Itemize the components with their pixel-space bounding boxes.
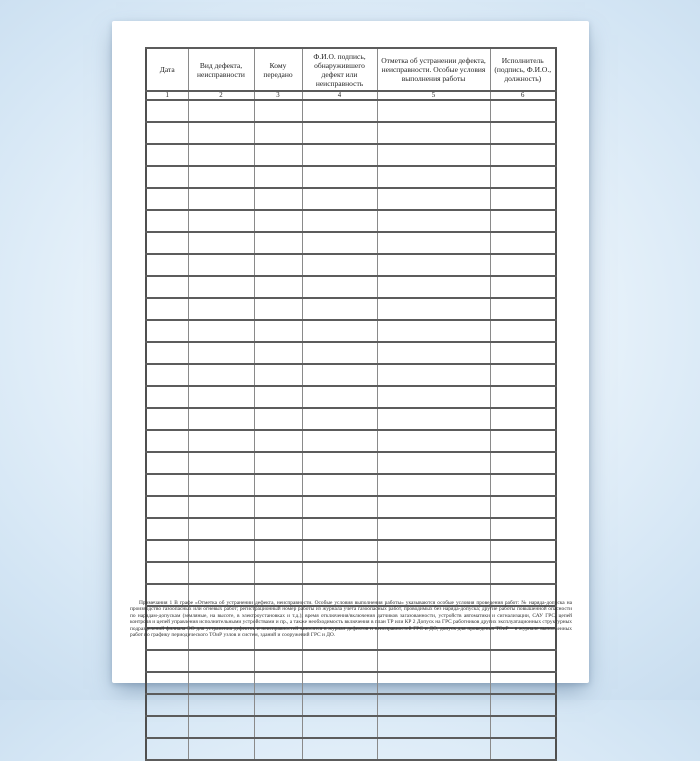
table-cell <box>254 122 302 144</box>
table-cell <box>146 672 188 694</box>
table-cell <box>146 122 188 144</box>
table-cell <box>188 188 254 210</box>
table-cell <box>377 452 490 474</box>
table-cell <box>146 650 188 672</box>
column-header-4: Ф.И.О. подпись, обнаружившего дефект или неисправность <box>302 48 377 91</box>
table-cell <box>146 144 188 166</box>
table-cell <box>254 474 302 496</box>
table-cell <box>188 210 254 232</box>
table-cell <box>188 144 254 166</box>
table-row <box>146 364 556 386</box>
table-cell <box>188 738 254 760</box>
table-row <box>146 144 556 166</box>
column-header-2: Вид дефекта, неисправности <box>188 48 254 91</box>
table-cell <box>188 562 254 584</box>
table-cell <box>377 144 490 166</box>
table-cell <box>146 430 188 452</box>
table-cell <box>377 166 490 188</box>
table-cell <box>377 496 490 518</box>
table-cell <box>490 320 556 342</box>
table-cell <box>254 232 302 254</box>
table-body <box>146 100 556 760</box>
table-cell <box>146 232 188 254</box>
table-cell <box>490 408 556 430</box>
table-cell <box>188 518 254 540</box>
table-row <box>146 430 556 452</box>
table-cell <box>254 100 302 122</box>
column-header-3: Кому передано <box>254 48 302 91</box>
table-cell <box>254 716 302 738</box>
column-number-1: 1 <box>146 91 188 100</box>
table-row <box>146 100 556 122</box>
table-cell <box>377 320 490 342</box>
footnote: Примечания 1 В графе «Отметка об устранении дефекта, неисправности. Особые условия выполнения работы» указываются особые условия проведения работ: № наряда-допуска на производство газоопасных или огневых работ; регистрационный номер работы из журнала учета газоопасных работ, проводимых без наряда-допуска; другие работы повышенной опасности по нарядам-допускам (земляные, на высоте, в электроустановках и т.д.); время отключения/включения датчиков загазованности, устройств автоматики и сигнализации, САУ ГРС, цепей контроля и цепей управления исполнительными устройствами и пр., а также необходимость включения в план ТР или КР 2 Допуск на ГРС работников других эксплуатационных структурных подразделений филиала ЭО для устранения дефектов и неисправностей заносятся в журнал дефектов и неисправностей ГРС и ДО, допуск для проведения ТОиР – в журнале выполненных работ по графику периодического ТОиР узлов и систем, зданий и сооружений ГРС и ДО. <box>130 600 572 639</box>
table-cell <box>146 540 188 562</box>
document-page <box>112 21 589 683</box>
table-cell <box>377 518 490 540</box>
table-row <box>146 342 556 364</box>
table-cell <box>490 716 556 738</box>
table-cell <box>146 100 188 122</box>
column-number-5: 5 <box>377 91 490 100</box>
table-cell <box>188 364 254 386</box>
table-cell <box>254 408 302 430</box>
table-cell <box>188 474 254 496</box>
table-cell <box>146 694 188 716</box>
table-row <box>146 716 556 738</box>
table-cell <box>188 716 254 738</box>
table-cell <box>254 188 302 210</box>
table-cell <box>254 430 302 452</box>
table-cell <box>302 276 377 298</box>
header-row <box>146 48 556 91</box>
table-cell <box>254 298 302 320</box>
table-row <box>146 694 556 716</box>
table-cell <box>490 166 556 188</box>
table-cell <box>254 254 302 276</box>
table-cell <box>377 254 490 276</box>
table-cell <box>302 210 377 232</box>
table-row <box>146 210 556 232</box>
table-cell <box>146 474 188 496</box>
table-cell <box>302 100 377 122</box>
table-cell <box>302 364 377 386</box>
table-cell <box>490 100 556 122</box>
column-number-6: 6 <box>490 91 556 100</box>
column-header-6: Исполнитель (подпись, Ф.И.О., должность) <box>490 48 556 91</box>
table-cell <box>146 386 188 408</box>
table-row <box>146 320 556 342</box>
table-cell <box>490 518 556 540</box>
table-cell <box>188 496 254 518</box>
table-cell <box>377 100 490 122</box>
table-cell <box>490 232 556 254</box>
table-cell <box>490 452 556 474</box>
table-cell <box>377 364 490 386</box>
column-number-3: 3 <box>254 91 302 100</box>
table-row <box>146 386 556 408</box>
table-row <box>146 452 556 474</box>
table-row <box>146 518 556 540</box>
table-cell <box>146 276 188 298</box>
table-cell <box>490 694 556 716</box>
table-cell <box>377 650 490 672</box>
table-row <box>146 188 556 210</box>
table-cell <box>188 232 254 254</box>
table-cell <box>254 276 302 298</box>
table-row <box>146 122 556 144</box>
table-cell <box>146 518 188 540</box>
table-cell <box>377 298 490 320</box>
table-cell <box>146 210 188 232</box>
table-cell <box>146 166 188 188</box>
table-cell <box>254 320 302 342</box>
table-cell <box>377 386 490 408</box>
table-row <box>146 672 556 694</box>
table-cell <box>188 276 254 298</box>
table-cell <box>302 386 377 408</box>
table-cell <box>377 738 490 760</box>
table-cell <box>254 166 302 188</box>
table-cell <box>302 298 377 320</box>
table-cell <box>302 166 377 188</box>
table-cell <box>188 540 254 562</box>
table-cell <box>188 166 254 188</box>
table-cell <box>490 650 556 672</box>
table-cell <box>254 540 302 562</box>
table-cell <box>377 342 490 364</box>
table-cell <box>254 562 302 584</box>
table-row <box>146 232 556 254</box>
table-cell <box>146 298 188 320</box>
table-cell <box>254 452 302 474</box>
table-cell <box>254 672 302 694</box>
journal-table <box>145 47 557 761</box>
table-cell <box>490 474 556 496</box>
table-cell <box>146 496 188 518</box>
table-row <box>146 496 556 518</box>
table-cell <box>254 364 302 386</box>
table-cell <box>490 144 556 166</box>
table-cell <box>490 276 556 298</box>
table-cell <box>146 254 188 276</box>
table-cell <box>146 364 188 386</box>
table-cell <box>302 672 377 694</box>
column-header-1: Дата <box>146 48 188 91</box>
table-cell <box>377 408 490 430</box>
table-cell <box>302 738 377 760</box>
table-cell <box>377 694 490 716</box>
table-cell <box>490 496 556 518</box>
table-cell <box>302 716 377 738</box>
table-cell <box>188 386 254 408</box>
table-cell <box>377 276 490 298</box>
table-cell <box>254 518 302 540</box>
table-cell <box>254 144 302 166</box>
table-cell <box>146 188 188 210</box>
table-row <box>146 254 556 276</box>
table-row <box>146 540 556 562</box>
table-cell <box>302 694 377 716</box>
table-cell <box>302 518 377 540</box>
table-cell <box>377 672 490 694</box>
table-row <box>146 408 556 430</box>
table-cell <box>377 232 490 254</box>
table-cell <box>377 474 490 496</box>
table-cell <box>254 738 302 760</box>
table-cell <box>146 562 188 584</box>
table-cell <box>377 188 490 210</box>
table-cell <box>490 386 556 408</box>
table-cell <box>302 474 377 496</box>
table-row <box>146 650 556 672</box>
table-cell <box>377 430 490 452</box>
table-cell <box>188 342 254 364</box>
table-cell <box>302 452 377 474</box>
table-cell <box>254 694 302 716</box>
table-cell <box>377 562 490 584</box>
table-cell <box>490 122 556 144</box>
table-cell <box>302 430 377 452</box>
column-header-5: Отметка об устранении дефекта, неисправности. Особые условия выполнения работы <box>377 48 490 91</box>
table-cell <box>302 232 377 254</box>
table-row <box>146 298 556 320</box>
table-cell <box>302 320 377 342</box>
table-cell <box>490 188 556 210</box>
table-cell <box>302 562 377 584</box>
table-cell <box>490 342 556 364</box>
table-cell <box>490 364 556 386</box>
table-cell <box>188 298 254 320</box>
table-row <box>146 276 556 298</box>
table-cell <box>490 540 556 562</box>
table-row <box>146 166 556 188</box>
table-cell <box>302 254 377 276</box>
column-number-2: 2 <box>188 91 254 100</box>
table-cell <box>377 210 490 232</box>
table-cell <box>490 430 556 452</box>
table-cell <box>188 254 254 276</box>
table-cell <box>377 540 490 562</box>
table-cell <box>377 122 490 144</box>
table-cell <box>490 210 556 232</box>
table-cell <box>302 144 377 166</box>
table-cell <box>302 540 377 562</box>
table-cell <box>254 342 302 364</box>
table-row <box>146 738 556 760</box>
table-cell <box>254 496 302 518</box>
table-cell <box>302 342 377 364</box>
table-cell <box>254 210 302 232</box>
table-cell <box>188 672 254 694</box>
column-number-4: 4 <box>302 91 377 100</box>
table-cell <box>188 122 254 144</box>
table-cell <box>146 716 188 738</box>
table-cell <box>490 738 556 760</box>
table-cell <box>146 452 188 474</box>
table-cell <box>302 188 377 210</box>
table-cell <box>254 650 302 672</box>
table-cell <box>302 650 377 672</box>
table-cell <box>302 122 377 144</box>
table-cell <box>188 408 254 430</box>
table-cell <box>188 452 254 474</box>
table-cell <box>377 716 490 738</box>
table-cell <box>254 386 302 408</box>
table-cell <box>490 298 556 320</box>
table-cell <box>188 430 254 452</box>
table-cell <box>490 562 556 584</box>
table-cell <box>188 100 254 122</box>
table-cell <box>146 320 188 342</box>
table-row <box>146 562 556 584</box>
table-cell <box>188 650 254 672</box>
table-cell <box>146 342 188 364</box>
table-cell <box>188 320 254 342</box>
table-cell <box>302 496 377 518</box>
table-cell <box>302 408 377 430</box>
table-cell <box>146 408 188 430</box>
table-cell <box>490 254 556 276</box>
table-cell <box>146 738 188 760</box>
table-row <box>146 474 556 496</box>
table-cell <box>188 694 254 716</box>
column-number-row <box>146 91 556 100</box>
table-cell <box>490 672 556 694</box>
